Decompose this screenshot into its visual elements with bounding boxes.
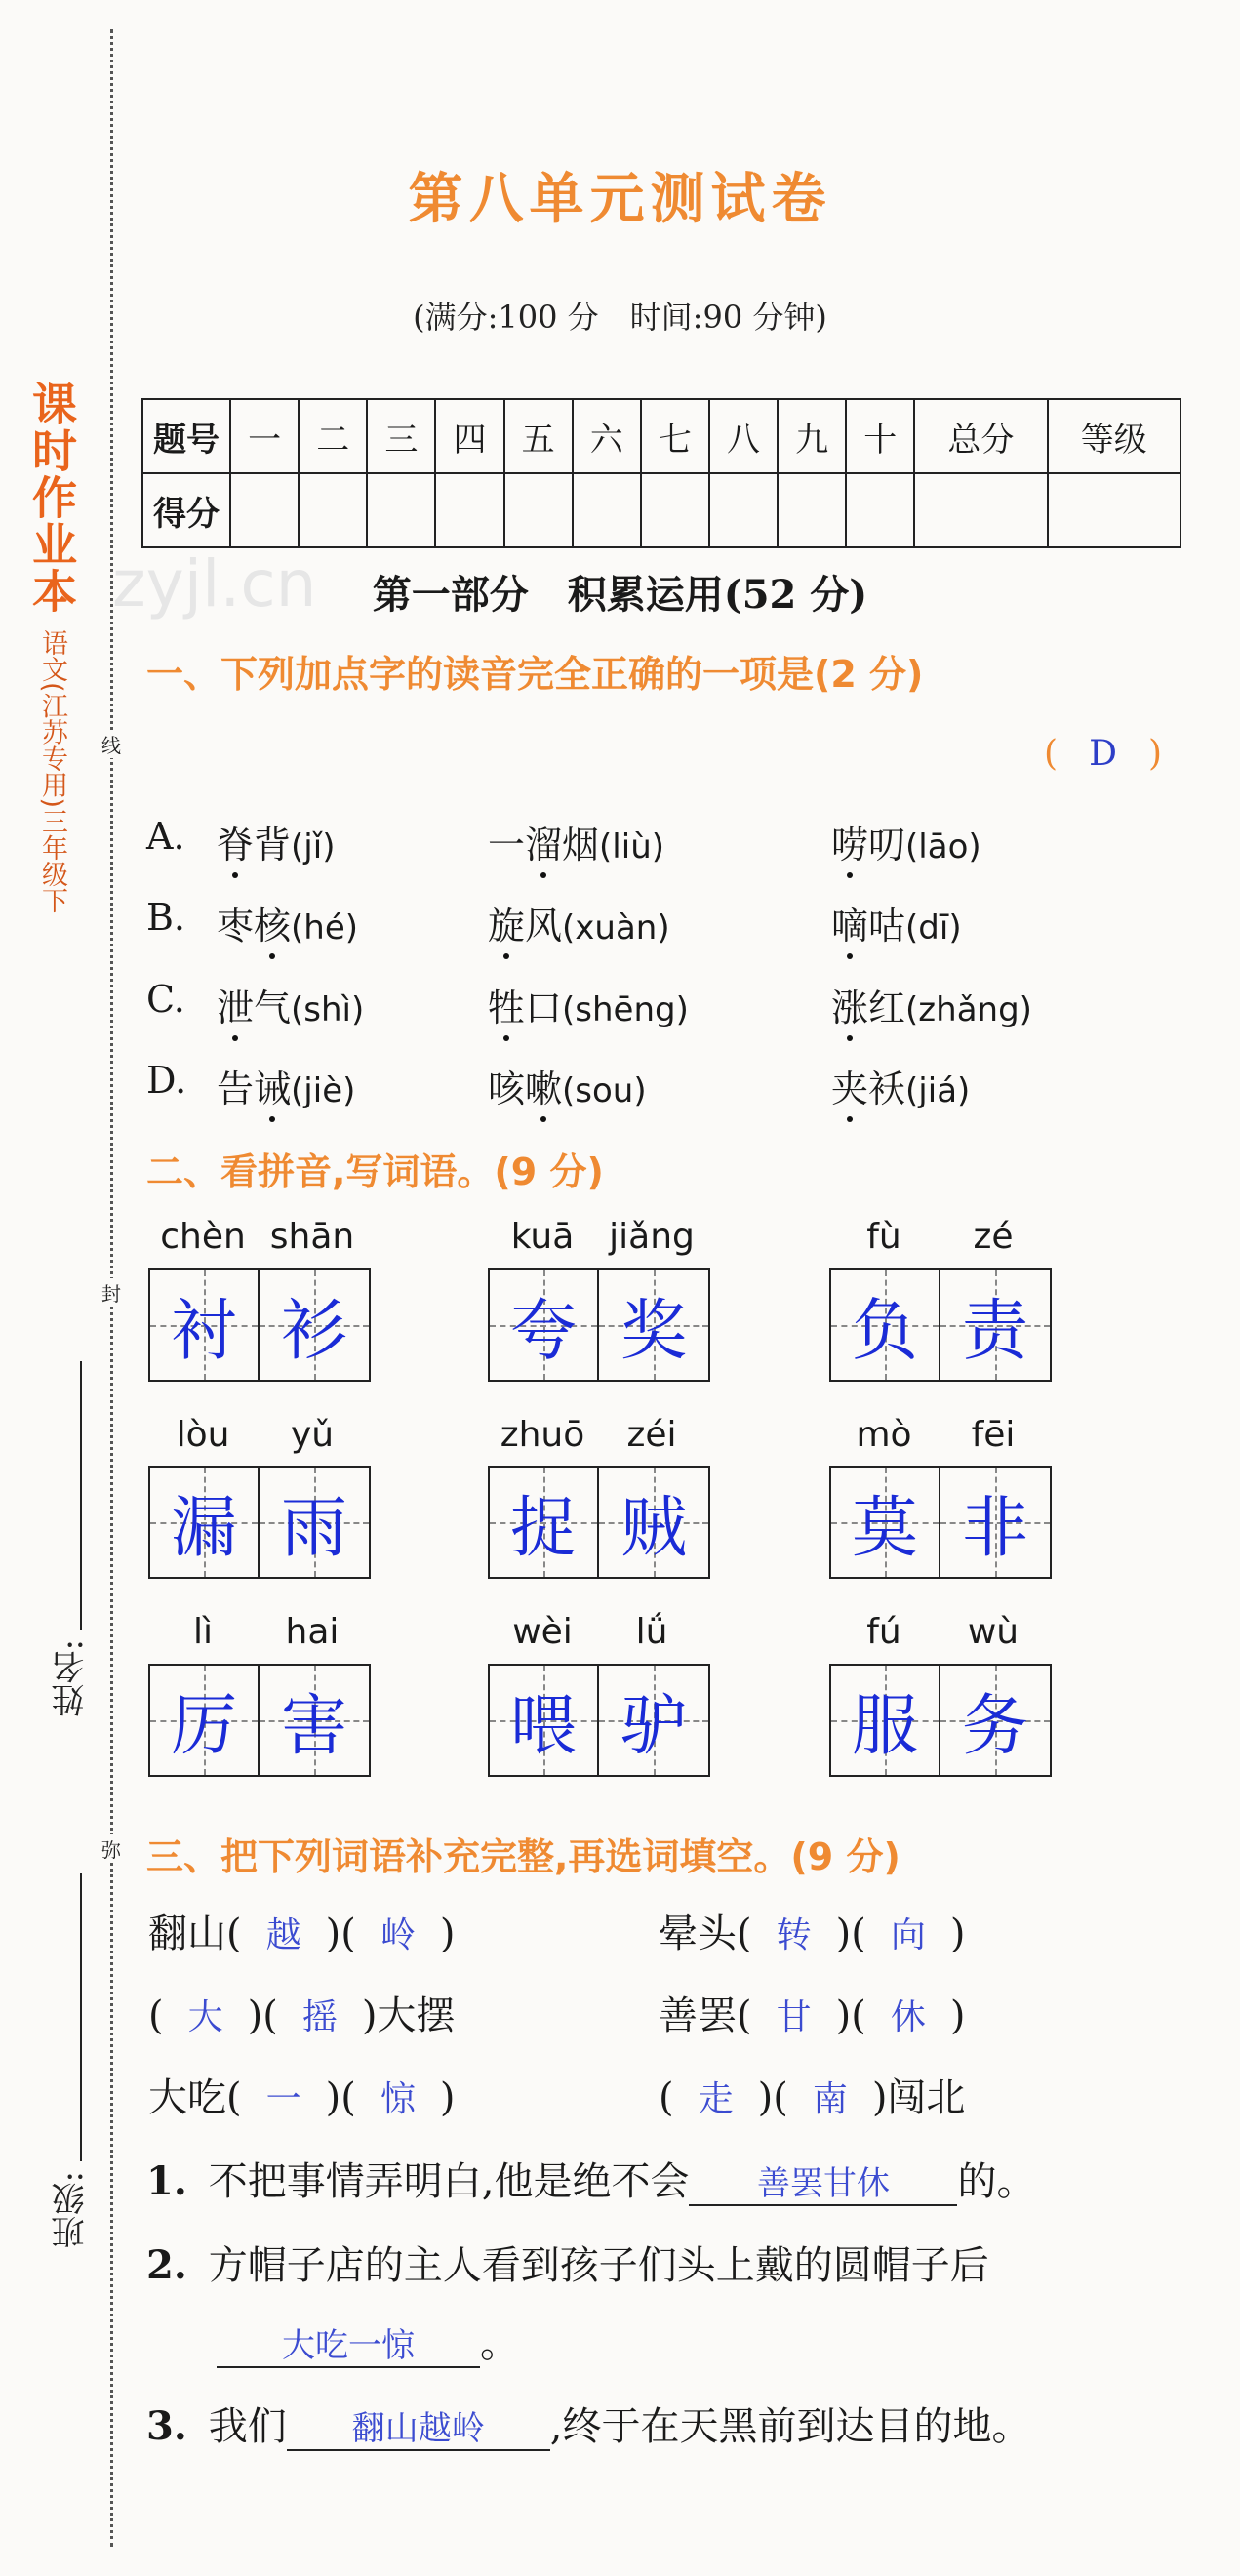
idiom-fill[interactable]: 走 bbox=[698, 2079, 734, 2119]
class-label: 班级: bbox=[52, 2171, 91, 2249]
score-cell[interactable] bbox=[573, 473, 641, 547]
tianzige-cell[interactable] bbox=[490, 1270, 599, 1380]
option-letter[interactable]: D. bbox=[146, 1059, 187, 1102]
section1-answer: D bbox=[1089, 734, 1117, 774]
sentence-2-continued: 大吃一惊 。 bbox=[217, 2313, 519, 2368]
pinyin-label: fēi bbox=[971, 1415, 1016, 1455]
idiom-1: 翻山( 越 )( 岭 ) bbox=[148, 1903, 455, 1958]
written-character: 衫 bbox=[280, 1292, 347, 1370]
tianzige-cell[interactable] bbox=[260, 1468, 369, 1577]
score-cell[interactable] bbox=[641, 473, 709, 547]
written-character: 捉 bbox=[509, 1489, 577, 1567]
pinyin-label: kuā bbox=[510, 1217, 575, 1257]
written-character: 贼 bbox=[620, 1489, 687, 1567]
sentence-blank[interactable]: 善罢甘休 bbox=[689, 2156, 957, 2206]
pinyin-label: chèn bbox=[160, 1217, 246, 1257]
pinyin-label: wèi bbox=[512, 1612, 573, 1652]
tianzige-cell[interactable] bbox=[599, 1270, 708, 1380]
sentence-blank[interactable]: 翻山越岭 bbox=[287, 2401, 550, 2451]
section2-heading: 二、看拼音,写词语。(9 分) bbox=[146, 1150, 604, 1193]
written-character: 厉 bbox=[170, 1687, 237, 1765]
margin-mark-mi: 弥 bbox=[101, 1834, 121, 1863]
section1-heading: 一、下列加点字的读音完全正确的一项是(2 分) bbox=[146, 653, 924, 696]
pinyin-reading: (liù) bbox=[599, 827, 665, 866]
option-word: 旋风(xuàn) bbox=[488, 896, 670, 949]
pinyin-reading: (hé) bbox=[291, 908, 359, 947]
score-col: 二 bbox=[299, 399, 367, 473]
tianzige-cell[interactable] bbox=[260, 1270, 369, 1380]
written-character: 喂 bbox=[509, 1687, 577, 1765]
written-character: 服 bbox=[851, 1687, 918, 1765]
page-title: 第八单元测试卷 bbox=[408, 168, 832, 231]
score-row2-label: 得分 bbox=[142, 473, 230, 547]
score-table-score-row bbox=[142, 473, 1180, 547]
series-label: 语文(江苏专用)三年级下 bbox=[37, 629, 67, 914]
written-character: 务 bbox=[961, 1687, 1028, 1765]
idiom-fill[interactable]: 摇 bbox=[301, 1997, 338, 2037]
part1-title: 第一部分 积累运用(52 分) bbox=[372, 572, 868, 618]
written-character: 漏 bbox=[170, 1489, 237, 1567]
pinyin-label: zhuō bbox=[500, 1415, 585, 1455]
pinyin-label: lì bbox=[192, 1612, 213, 1652]
tianzige-grid bbox=[488, 1664, 710, 1777]
written-character: 夸 bbox=[509, 1292, 577, 1370]
score-cell[interactable] bbox=[299, 473, 367, 547]
name-label: 姓名: bbox=[52, 1639, 91, 1717]
tianzige-cell[interactable] bbox=[490, 1468, 599, 1577]
name-field-line[interactable] bbox=[80, 1361, 82, 1630]
written-character: 负 bbox=[851, 1292, 918, 1370]
score-col: 三 bbox=[367, 399, 435, 473]
written-character: 非 bbox=[961, 1489, 1028, 1567]
score-col: 九 bbox=[778, 399, 846, 473]
tianzige-cell[interactable] bbox=[940, 1270, 1050, 1380]
tianzige-cell[interactable] bbox=[599, 1666, 708, 1775]
score-cell[interactable] bbox=[367, 473, 435, 547]
section3-heading: 三、把下列词语补充完整,再选词填空。(9 分) bbox=[146, 1835, 900, 1878]
tianzige-grid bbox=[488, 1466, 710, 1579]
score-col: 十 bbox=[846, 399, 914, 473]
tianzige-grid bbox=[148, 1664, 371, 1777]
option-word: 枣核(hé) bbox=[217, 896, 358, 949]
dotted-character: 牲 bbox=[488, 978, 525, 1031]
dotted-character: 唠 bbox=[831, 815, 868, 868]
tianzige-cell[interactable] bbox=[150, 1666, 260, 1775]
watermark: zyjl.cn bbox=[112, 546, 317, 622]
dotted-character: 核 bbox=[254, 896, 291, 949]
score-col: 总分 bbox=[914, 399, 1047, 473]
tianzige-grid bbox=[829, 1466, 1052, 1579]
option-word: 一溜烟(liù) bbox=[488, 815, 664, 868]
tianzige-grid bbox=[829, 1664, 1052, 1777]
dotted-character: 溜 bbox=[525, 815, 562, 868]
sentence-1: 1. 不把事情弄明白,他是绝不会 善罢甘休 的。 bbox=[146, 2158, 1036, 2204]
score-cell[interactable] bbox=[435, 473, 503, 547]
dotted-character: 涨 bbox=[831, 978, 868, 1031]
dotted-character: 脊 bbox=[217, 815, 254, 868]
tianzige-cell[interactable] bbox=[831, 1270, 940, 1380]
score-cell[interactable] bbox=[846, 473, 914, 547]
pinyin-reading: (jiè) bbox=[291, 1071, 356, 1110]
sentence-2: 2. 方帽子店的主人看到孩子们头上戴的圆帽子后 bbox=[146, 2242, 989, 2288]
pinyin-label: hai bbox=[285, 1612, 340, 1652]
written-character: 害 bbox=[280, 1687, 347, 1765]
score-cell[interactable] bbox=[709, 473, 778, 547]
pinyin-reading: (lāo) bbox=[905, 827, 981, 866]
pinyin-reading: (jǐ) bbox=[291, 827, 336, 866]
pinyin-reading: (shēng) bbox=[562, 990, 689, 1029]
pinyin-label: shān bbox=[269, 1217, 355, 1257]
pinyin-reading: (shì) bbox=[291, 990, 365, 1029]
option-word: 脊背(jǐ) bbox=[217, 815, 335, 868]
idiom-fill[interactable]: 一 bbox=[265, 2079, 301, 2119]
idiom-fill[interactable]: 转 bbox=[776, 1915, 812, 1955]
option-word: 牲口(shēng) bbox=[488, 978, 689, 1031]
score-cell[interactable] bbox=[914, 473, 1047, 547]
option-word: 嘀咕(dī) bbox=[831, 896, 962, 949]
option-word: 咳嗽(sou) bbox=[488, 1059, 647, 1112]
tianzige-grid bbox=[829, 1268, 1052, 1382]
score-col: 六 bbox=[573, 399, 641, 473]
score-cell[interactable] bbox=[1048, 473, 1180, 547]
dotted-character: 嘀 bbox=[831, 896, 868, 949]
option-word: 泄气(shì) bbox=[217, 978, 364, 1031]
pinyin-label: wù bbox=[967, 1612, 1020, 1652]
score-cell[interactable] bbox=[230, 473, 299, 547]
dotted-character: 泄 bbox=[217, 978, 254, 1031]
idiom-fill[interactable]: 向 bbox=[890, 1915, 926, 1955]
pinyin-label: lòu bbox=[176, 1415, 230, 1455]
tianzige-cell[interactable] bbox=[150, 1270, 260, 1380]
pinyin-reading: (xuàn) bbox=[562, 908, 670, 947]
option-word: 告诫(jiè) bbox=[217, 1059, 355, 1112]
option-word: 涨红(zhǎng) bbox=[831, 978, 1032, 1031]
tianzige-cell[interactable] bbox=[260, 1666, 369, 1775]
idiom-fill[interactable]: 甘 bbox=[776, 1997, 812, 2037]
pinyin-label: yǔ bbox=[290, 1415, 335, 1455]
score-col: 七 bbox=[641, 399, 709, 473]
section1-answer-box: ( D ) bbox=[1044, 734, 1162, 774]
page-subtitle: (满分:100 分 时间:90 分钟) bbox=[413, 299, 827, 336]
class-field-line[interactable] bbox=[80, 1873, 82, 2161]
pinyin-reading: (sou) bbox=[562, 1071, 647, 1110]
score-col: 等级 bbox=[1048, 399, 1180, 473]
pinyin-label: fú bbox=[866, 1612, 901, 1652]
pinyin-label: fù bbox=[866, 1217, 901, 1257]
written-character: 衬 bbox=[170, 1292, 237, 1370]
pinyin-label: mò bbox=[856, 1415, 912, 1455]
option-word: 夹袄(jiá) bbox=[831, 1059, 970, 1112]
idiom-fill[interactable]: 越 bbox=[265, 1915, 301, 1955]
pinyin-label: zéi bbox=[626, 1415, 677, 1455]
pinyin-reading: (zhǎng) bbox=[905, 990, 1032, 1029]
tianzige-grid bbox=[148, 1268, 371, 1382]
idiom-3: ( 大 )( 摇 )大摆 bbox=[148, 1985, 455, 2040]
tianzige-cell[interactable] bbox=[940, 1468, 1050, 1577]
idiom-2: 晕头( 转 )( 向 ) bbox=[659, 1903, 965, 1958]
score-cell[interactable] bbox=[504, 473, 573, 547]
score-table bbox=[141, 398, 1181, 548]
idiom-6: ( 走 )( 南 )闯北 bbox=[659, 2067, 965, 2122]
score-cell[interactable] bbox=[778, 473, 846, 547]
tianzige-cell[interactable] bbox=[599, 1468, 708, 1577]
brand-vertical bbox=[20, 381, 84, 913]
written-character: 驴 bbox=[620, 1687, 687, 1765]
idiom-fill[interactable]: 南 bbox=[812, 2079, 848, 2119]
idiom-5: 大吃( 一 )( 惊 ) bbox=[148, 2067, 455, 2122]
written-character: 责 bbox=[961, 1292, 1028, 1370]
pinyin-label: zé bbox=[973, 1217, 1014, 1257]
idiom-fill[interactable]: 大 bbox=[187, 1997, 223, 2037]
tianzige-cell[interactable] bbox=[940, 1666, 1050, 1775]
score-col: 一 bbox=[230, 399, 299, 473]
sentence-blank[interactable]: 大吃一惊 bbox=[217, 2318, 480, 2368]
option-word: 唠叨(lāo) bbox=[831, 815, 981, 868]
option-letter[interactable]: C. bbox=[146, 978, 185, 1021]
option-letter[interactable]: B. bbox=[146, 896, 186, 939]
score-table-header-row bbox=[142, 399, 1180, 473]
tianzige-cell[interactable] bbox=[831, 1666, 940, 1775]
idiom-fill[interactable]: 休 bbox=[890, 1997, 926, 2037]
dotted-character: 诫 bbox=[254, 1059, 291, 1112]
tianzige-grid bbox=[148, 1466, 371, 1579]
score-row1-label: 题号 bbox=[142, 399, 230, 473]
written-character: 莫 bbox=[851, 1489, 918, 1567]
dotted-character: 嗽 bbox=[525, 1059, 562, 1112]
pinyin-reading: (dī) bbox=[905, 908, 962, 947]
margin-mark-xian: 线 bbox=[101, 730, 121, 758]
brand-name: 课时作业本 bbox=[25, 381, 78, 615]
dotted-character: 旋 bbox=[488, 896, 525, 949]
score-col: 五 bbox=[504, 399, 573, 473]
tianzige-cell[interactable] bbox=[831, 1468, 940, 1577]
idiom-fill[interactable]: 惊 bbox=[380, 2079, 416, 2119]
pinyin-label: jiǎng bbox=[609, 1217, 695, 1257]
tianzige-cell[interactable] bbox=[150, 1468, 260, 1577]
option-letter[interactable]: A. bbox=[146, 815, 185, 858]
score-col: 四 bbox=[435, 399, 503, 473]
idiom-4: 善罢( 甘 )( 休 ) bbox=[659, 1985, 965, 2040]
sentence-3: 3. 我们 翻山越岭 ,终于在天黑前到达目的地。 bbox=[146, 2403, 1031, 2449]
dotted-character: 夹 bbox=[831, 1059, 868, 1112]
written-character: 奖 bbox=[620, 1292, 687, 1370]
pinyin-label: lǘ bbox=[635, 1612, 668, 1652]
tianzige-cell[interactable] bbox=[490, 1666, 599, 1775]
written-character: 雨 bbox=[280, 1489, 347, 1567]
idiom-fill[interactable]: 岭 bbox=[380, 1915, 416, 1955]
score-col: 八 bbox=[709, 399, 778, 473]
tianzige-grid bbox=[488, 1268, 710, 1382]
pinyin-reading: (jiá) bbox=[905, 1071, 971, 1110]
margin-mark-feng: 封 bbox=[101, 1278, 121, 1307]
